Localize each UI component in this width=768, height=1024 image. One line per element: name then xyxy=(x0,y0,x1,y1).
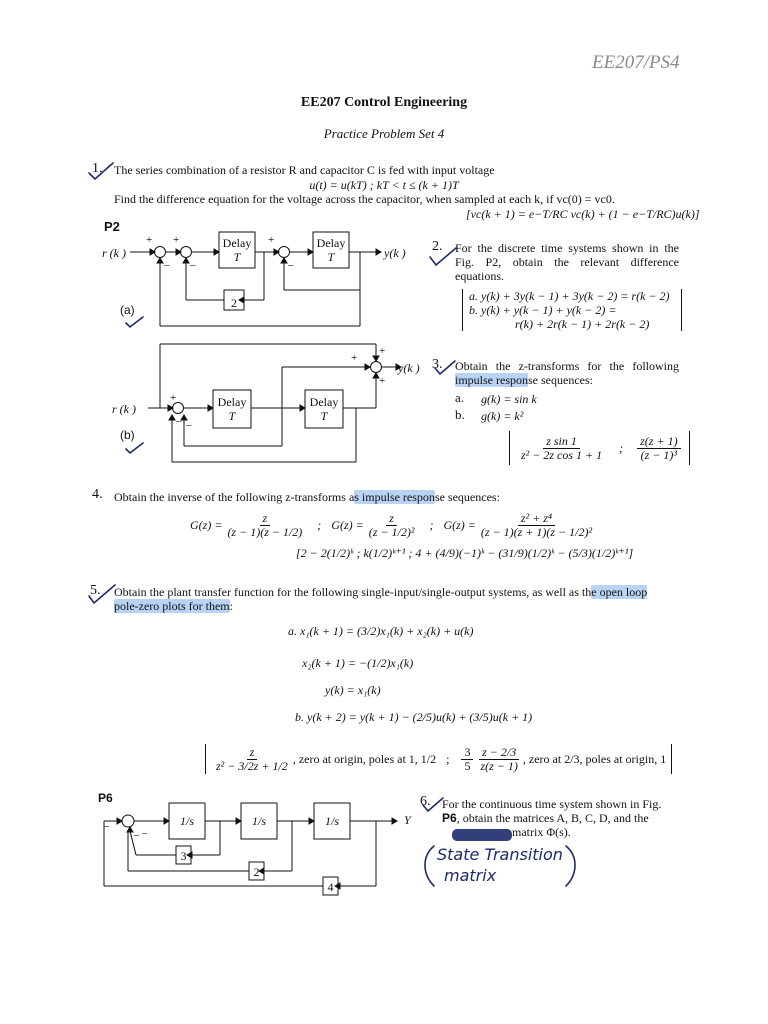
block-diagram-a xyxy=(98,228,428,336)
diagram-a-input: r (k ) xyxy=(102,246,126,260)
checkmark-icon xyxy=(124,314,146,330)
p6-integrator-1: 1/s xyxy=(179,814,194,828)
problem-1-text-2: Find the difference equation for the voltage across the capacitor, when sampled at each k, if vc(0) = vc0. xyxy=(114,192,615,206)
highlight: pole-zero plots for them xyxy=(114,599,230,613)
document-title: EE207 Control Engineering xyxy=(300,95,468,110)
handwritten-note-2: matrix xyxy=(444,866,497,885)
diagram-b-delay-2: Delay T xyxy=(309,395,339,423)
svg-text:–: – xyxy=(104,821,109,832)
checkmark-icon xyxy=(124,440,146,456)
problem-3-part-b: b. xyxy=(455,407,465,422)
problem-5-text: Obtain the plant transfer function for the following single-input/single-output systems, as well as the open loop pole-zero plots for them: xyxy=(114,585,648,613)
svg-text:–: – xyxy=(186,419,192,431)
problem-1-number: 1. xyxy=(92,161,103,176)
problem-3-eq-a: g(k) = sin k xyxy=(481,392,537,406)
highlight: e open loop xyxy=(591,585,648,599)
problem-3-eq-b: g(k) = k² xyxy=(481,409,524,423)
problem-5-eq-a2: x₂(k + 1) = −(1/2)x₁(k) xyxy=(302,656,414,670)
svg-text:+: + xyxy=(173,234,180,246)
block-diagram-b xyxy=(120,340,410,474)
problem-1-answer: [vc(k + 1) = e−T/RC vc(k) + (1 − e−T/RC)u(k)] xyxy=(466,207,700,221)
problem-1-text: The series combination of a resistor R and capacitor C is fed with input voltage xyxy=(114,163,495,177)
block-diagram-p6 xyxy=(96,796,416,900)
problem-5-number: 5. xyxy=(90,583,101,598)
problem-3-answer: $\frac{\text{z sin 1}}{\text{z² − 2z cos 1 + 1}}$ ; $\frac{z(z + 1)}{\text{(z − 1)³}}$ xyxy=(509,431,690,465)
problem-3-number: 3. xyxy=(432,357,443,372)
figure-label-p6: P6 xyxy=(98,791,113,805)
svg-text:+: + xyxy=(351,352,358,364)
diagram-a-delay-2: Delay T xyxy=(316,236,346,264)
svg-text:+: + xyxy=(379,345,386,357)
problem-5-eq-a1: a. x₁(k + 1) = (3/2)x₁(k) + x₂(k) + u(k) xyxy=(288,624,474,638)
svg-text:+: + xyxy=(146,234,153,246)
p6-gain-3: 3 xyxy=(180,849,187,863)
p6-gain-4: 4 xyxy=(327,880,334,894)
figure-label-p2: P2 xyxy=(104,219,120,234)
diagram-a-output: y(k ) xyxy=(384,246,406,260)
svg-text:–: – xyxy=(164,259,170,271)
problem-5-eq-a3: y(k) = x₁(k) xyxy=(325,683,381,697)
diagram-b-delay-1: Delay T xyxy=(217,395,247,423)
svg-text:+: + xyxy=(268,234,275,246)
diagram-b-input: r (k ) xyxy=(112,402,136,416)
svg-text:–: – xyxy=(190,259,196,271)
problem-1-equation: u(t) = u(kT) ; kT < t ≤ (k + 1)T xyxy=(309,178,459,192)
scribble-overwrite xyxy=(452,829,512,841)
document-subtitle: Practice Problem Set 4 xyxy=(323,126,445,141)
highlight: impulse respon xyxy=(455,373,528,387)
p6-integrator-2: 1/s xyxy=(251,814,266,828)
diagram-a-label: (a) xyxy=(120,303,135,317)
problem-5-eq-b: b. y(k + 2) = y(k + 1) − (2/5)u(k) + (3/5)u(k + 1) xyxy=(295,710,533,724)
svg-text:–: – xyxy=(176,415,182,427)
document-code: EE207/PS4 xyxy=(592,52,680,73)
svg-text:–: – xyxy=(288,259,294,271)
problem-2-number: 2. xyxy=(432,239,443,254)
problem-5-answer: $\frac{z}{\text{z² − 3/2z + 1/2}}$ , zero at origin, poles at 1, 1/2 ; $\frac{3}{5}$ $\frac{z - 2/3}{z(z - 1)}$ , zero at 2/3, poles at origin, 1 xyxy=(205,744,672,774)
p6-output: Y xyxy=(404,813,411,827)
svg-text:–: – xyxy=(134,830,139,841)
svg-text:+: + xyxy=(170,392,177,404)
problem-4-answer: [2 − 2(1/2)ᵏ ; k(1/2)ᵏ⁺¹ ; 4 + (4/9)(−1)ᵏ − (31/9)(1/2)ᵏ − (5/3)(1/2)ᵏ⁺¹] xyxy=(296,546,634,560)
p6-integrator-3: 1/s xyxy=(324,814,339,828)
diagram-b-output: y(k ) xyxy=(398,361,420,375)
problem-4-number: 4. xyxy=(92,487,103,502)
problem-4-text: Obtain the inverse of the following z-transforms as impulse response sequences: xyxy=(114,490,500,504)
problem-3-part-a: a. xyxy=(455,390,465,405)
problem-4-equations: G(z) = $\frac{z}{(z - 1)(z - 1/2)}$ ; G(z) = $\frac{z}{\text{(z − 1/2)²}}$ ; G(z) = $\frac{\text{z² + z⁴}}{\text{(z − 1)(z + 1)(z − 1/2)²}}$ xyxy=(190,511,593,539)
svg-text:+: + xyxy=(379,375,386,387)
problem-6-text: For the continuous time system shown in Fig. P6, obtain the matrices A, B, C, D, and the matrix Φ(s). xyxy=(442,797,662,839)
problem-6-number: 6. xyxy=(420,794,431,809)
diagram-b-label: (b) xyxy=(120,428,135,442)
p6-gain-2: 2 xyxy=(253,865,260,879)
highlight: s impulse respon xyxy=(354,490,435,504)
problem-3-text: Obtain the z-transforms for the following impulse response sequences: xyxy=(455,359,679,387)
problem-2-answer: a. y(k) + 3y(k − 1) + 3y(k − 2) = r(k − 2) b. y(k) + y(k − 1) + y(k − 2) = r(k) + 2r(k − 1) + 2r(k − 2) xyxy=(462,289,682,331)
problem-2-text: For the discrete time systems shown in the Fig. P2, obtain the relevant difference equations. xyxy=(455,241,679,283)
diagram-a-delay-1: Delay T xyxy=(222,236,252,264)
diagram-a-gain: 2 xyxy=(231,296,237,310)
svg-text:–: – xyxy=(142,828,147,839)
handwritten-note-1: State Transition xyxy=(437,845,563,864)
